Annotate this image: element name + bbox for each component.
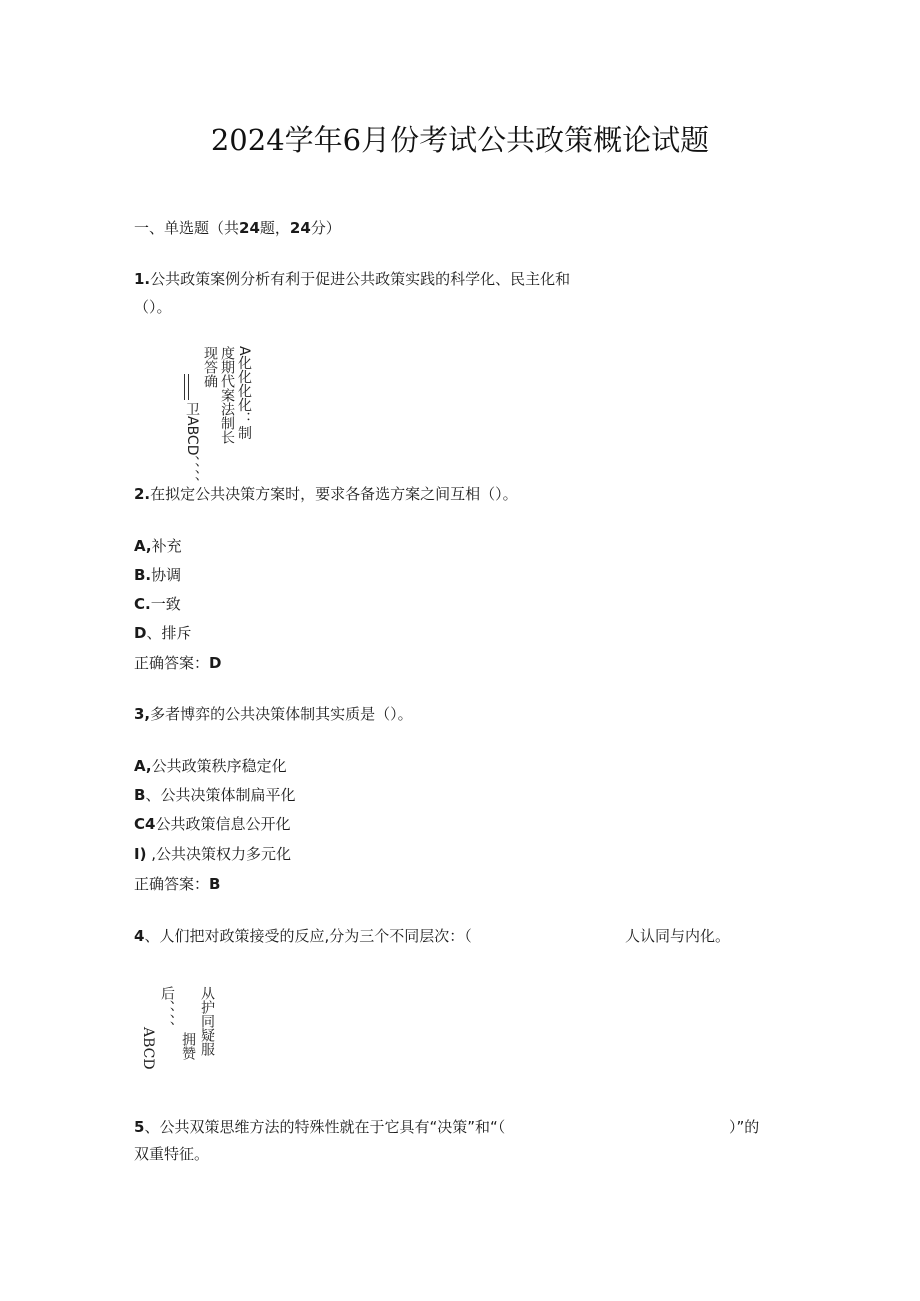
question-4-tail: 人认同与内化。 (625, 927, 731, 945)
q4-option-column: 拥赞 (180, 1032, 196, 1060)
question-number: 4 (134, 927, 145, 945)
option-a: A,公共政策秩序稳定化 (134, 757, 287, 775)
question-3 (134, 705, 413, 723)
question-number: 1. (134, 270, 151, 288)
q1-option-column: 度期代案法制长 (219, 346, 235, 444)
q1-option-column: A化化化化：制 (236, 346, 252, 440)
option-d: I) ,公共决策权力多元化 (134, 845, 291, 863)
question-5-line2: 双重特征。 (134, 1145, 210, 1163)
question-number: 3, (134, 705, 151, 723)
question-5-tail: ）”的 (729, 1118, 760, 1136)
option-c: C.一致 (134, 595, 181, 613)
q4-option-column: 从护同疑服 (199, 986, 215, 1056)
q4-option-column: ABCD (140, 1027, 156, 1070)
page-title: 2024学年6月份考试公共政策概论试题 (210, 123, 710, 157)
option-a: A,补充 (134, 537, 182, 555)
option-b: B、公共决策体制扁平化 (134, 786, 296, 804)
question-number: 2. (134, 485, 151, 503)
answer: 正确答案：B (134, 875, 221, 893)
question-1-line2: （）。 (134, 298, 172, 316)
q1-option-column: 现答确 (202, 346, 218, 388)
option-b: B.协调 (134, 566, 182, 584)
question-text: 在拟定公共决策方案时，要求各备选方案之间互相（）。 (150, 485, 518, 503)
question-2 (134, 485, 518, 503)
question-text: 、公共双策思维方法的特殊性就在于它具有“决策”和“（ (144, 1118, 506, 1136)
question-4 (134, 927, 472, 945)
option-d: D、排斥 (134, 624, 192, 642)
section-heading: 一、单选题（共24题，24分） (134, 219, 341, 237)
question-number: 5 (134, 1118, 145, 1136)
question-text: 、人们把对政策接受的反应,分为三个不同层次：（ (144, 927, 472, 945)
q1-option-column: 卫ABCD、、、、 (184, 402, 200, 491)
question-5 (134, 1118, 505, 1136)
q4-option-column: 后、、、、 (159, 986, 175, 1035)
answer: 正确答案：D (134, 654, 222, 672)
question-text: 公共政策案例分析有利于促进公共政策实践的科学化、民主化和 (150, 270, 571, 288)
question-1 (134, 270, 570, 288)
bracket-lines (184, 374, 193, 400)
question-text: 多者博弈的公共决策体制其实质是（）。 (150, 705, 413, 723)
option-c: C4公共政策信息公开化 (134, 815, 291, 833)
